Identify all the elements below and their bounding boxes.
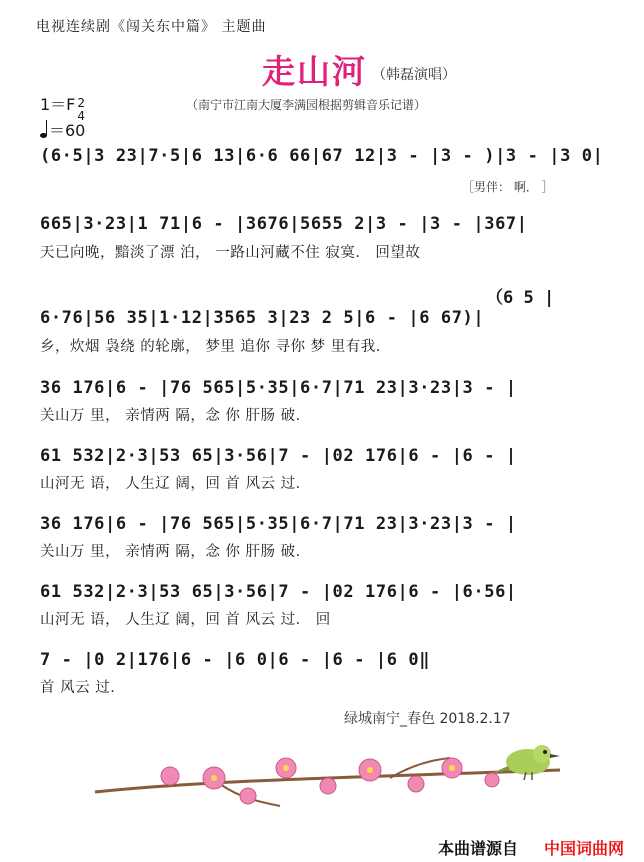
blossom-icon xyxy=(161,767,179,785)
singer-credit: （韩磊演唱） xyxy=(372,67,456,83)
partner-vocal-note: ［男伴： 啊． ］ xyxy=(462,180,554,194)
score-music-line-6: 36 176|6 - |76 565|5·35|6·7|71 23|3·23|3 - | xyxy=(40,514,517,534)
source-site-link[interactable]: 中国词曲网 xyxy=(544,839,625,858)
score-lyrics-line-5: 山河无 语， 人生辽 阔，回 首 风云 过． xyxy=(40,476,311,492)
score-music-line-4: 36 176|6 - |76 565|5·35|6·7|71 23|3·23|3 - | xyxy=(40,378,517,398)
blossom-icon xyxy=(240,788,256,804)
quarter-note-icon xyxy=(40,133,47,138)
score-lyrics-line-7: 山河无 语， 人生辽 阔，回 首 风云 过． 回 xyxy=(40,612,331,628)
score-music-line-2: 665|3·23|1 71|6 - |3676|5655 2|3 - |3 - |367| xyxy=(40,214,528,234)
score-lyrics-line-3: 乡，炊烟 袅绕 的轮廓， 梦里 追你 寻你 梦 里有我． xyxy=(40,339,391,355)
blossom-branch-illustration xyxy=(90,740,570,820)
tempo-value: ＝60 xyxy=(49,121,86,140)
blossom-icon xyxy=(320,778,336,794)
time-sig-top: 2 xyxy=(77,96,86,110)
time-sig-bottom: 4 xyxy=(77,109,86,123)
bird-icon xyxy=(490,745,560,780)
tempo-marking xyxy=(40,118,85,141)
pickup-notes: （6 5 | xyxy=(486,288,555,308)
score-music-line-7: 61 532|2·3|53 65|3·56|7 - |02 176|6 - |6·56| xyxy=(40,582,517,602)
score-music-line-3: 6·76|56 35|1·12|3565 3|23 2 5|6 - |6 67)| xyxy=(40,308,485,328)
score-lyrics-line-6: 关山万 里， 亲情两 隔，念 你 肝肠 破． xyxy=(40,544,311,560)
transcription-credit: （南宁市江南大厦李满园根据剪辑音乐记谱） xyxy=(186,98,427,112)
score-lyrics-line-2: 天已向晚，黯淡了漂 泊， 一路山河藏不住 寂寞． 回望故 xyxy=(40,245,421,261)
subtitle: 电视连续剧《闯关东中篇》 主题曲 xyxy=(36,19,267,35)
score-music-line-5: 61 532|2·3|53 65|3·56|7 - |02 176|6 - |6 - | xyxy=(40,446,517,466)
key-label: 1＝F xyxy=(40,95,76,114)
score-music-line-8: 7 - |0 2|176|6 - |6 0|6 - |6 - |6 0‖ xyxy=(40,650,431,670)
source-label: 本曲谱源自 xyxy=(438,839,519,858)
score-lyrics-line-8: 首 风云 过． xyxy=(40,680,126,696)
song-title: 走山河 xyxy=(262,52,367,91)
blossom-icon xyxy=(485,773,499,787)
score-lyrics-line-4: 关山万 里， 亲情两 隔，念 你 肝肠 破． xyxy=(40,408,311,424)
blossom-icon xyxy=(408,776,424,792)
signature-line: 绿城南宁_春色 2018.2.17 xyxy=(344,711,511,727)
score-music-line-1: (6·5|3 23|7·5|6 13|6·6 66|67 12|3 - |3 - )|3 - |3 0| xyxy=(40,146,604,166)
